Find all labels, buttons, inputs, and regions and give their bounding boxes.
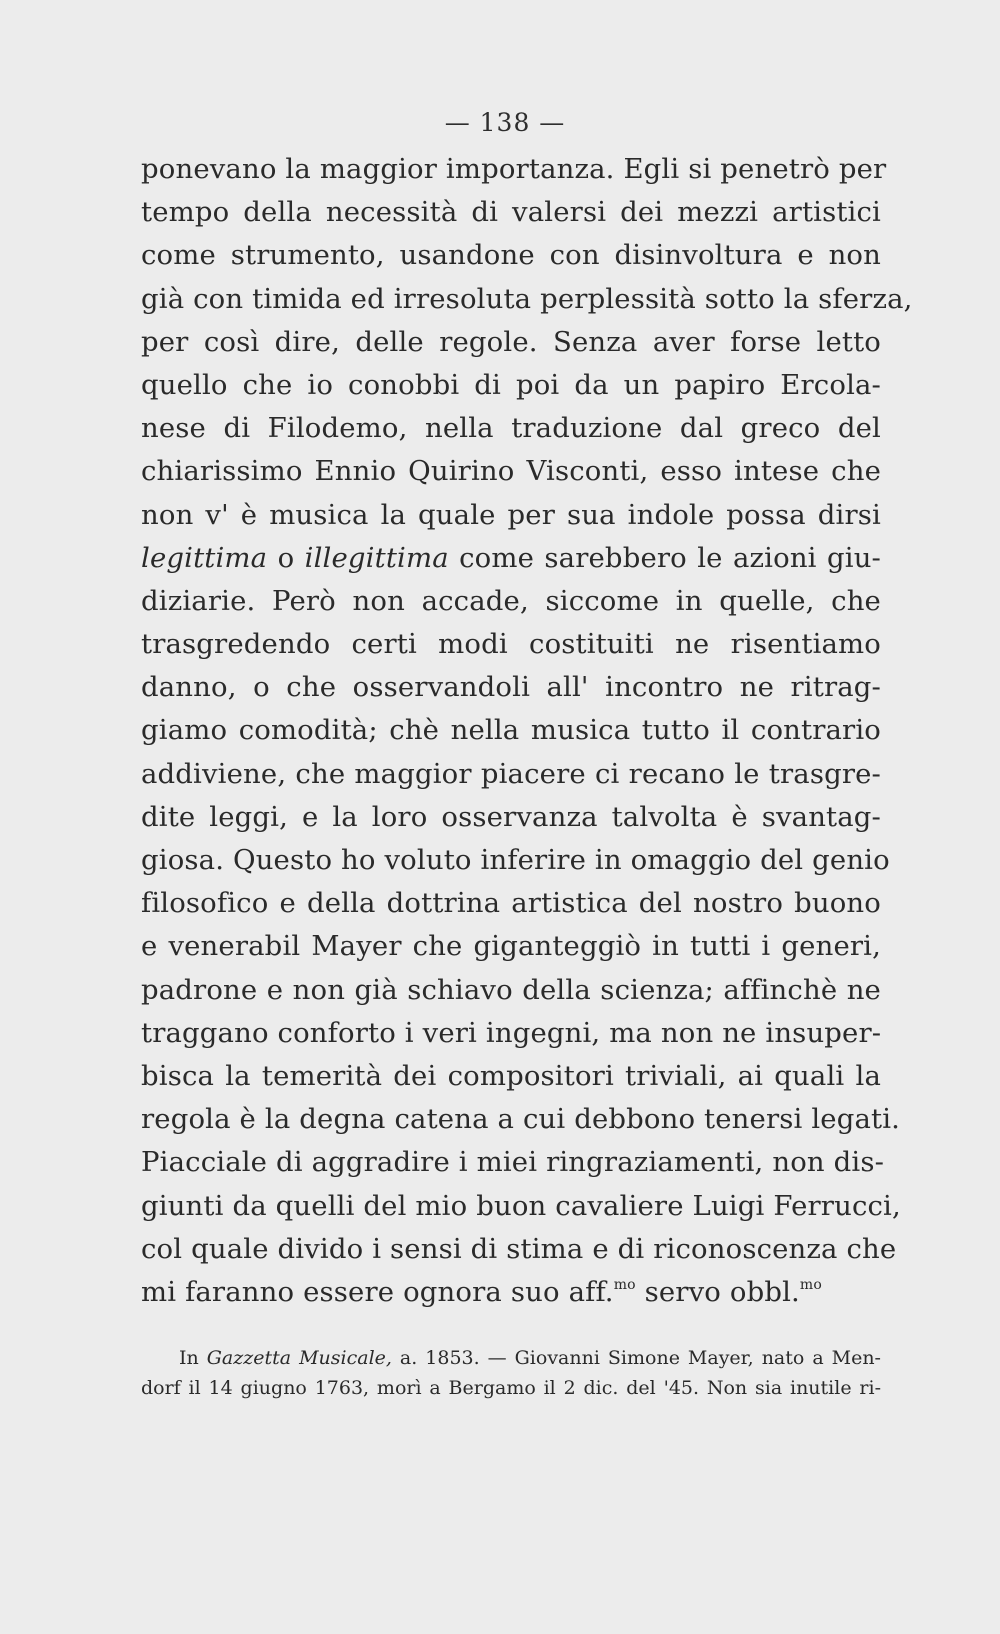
text-fragment: a. 1853. — Giovanni Simone Mayer, nato a Men- (391, 1347, 881, 1369)
text-line: chiarissimo Ennio Quirino Visconti, esso intese che (141, 455, 881, 488)
text-line: già con timida ed irresoluta perplessità sotto la sferza, (141, 282, 913, 315)
text-line: giamo comodità; chè nella musica tutto il contrario (141, 714, 881, 747)
text-line: Piacciale di aggradire i miei ringraziamenti, non dis- (141, 1146, 885, 1179)
text-line: bisca la temerità dei compositori triviali, ai quali la (141, 1059, 881, 1092)
text-line: non v' è musica la quale per sua indole possa dirsi (141, 498, 881, 531)
footnote-line (141, 1343, 881, 1373)
text-line: per così dire, delle regole. Senza aver forse letto (141, 325, 881, 358)
text-fragment: In (179, 1347, 207, 1369)
page-number: — 138 — (444, 108, 566, 137)
closing-line (141, 1271, 881, 1314)
text-line: filosofico e della dottrina artistica del nostro buono (141, 887, 881, 920)
superscript: mo (799, 1276, 822, 1293)
italic-term-illegittima: illegittima (304, 541, 449, 574)
text-line: traggano conforto i veri ingegni, ma non ne insuper- (141, 1016, 882, 1049)
text-fragment: servo obbl. (635, 1275, 800, 1308)
text-line: quello che io conobbi di poi da un papiro Ercola- (141, 368, 881, 401)
text-line: tempo della necessità di valersi dei mezzi artistici (141, 196, 881, 229)
text-line: dite leggi, e la loro osservanza talvolta è svantag- (141, 800, 881, 833)
text-line: padrone e non già schiavo della scienza; affinchè ne (141, 973, 881, 1006)
italic-term-legittima: legittima (141, 541, 268, 574)
text-line: regola è la degna catena a cui debbono tenersi legati. (141, 1103, 901, 1136)
text-line: come strumento, usandone con disinvoltura e non (141, 239, 881, 272)
text-line: col quale divido i sensi di stima e di riconoscenza che (141, 1232, 897, 1265)
text-line: addiviene, che maggior piacere ci recano le trasgre- (141, 757, 881, 790)
text-line: danno, o che osservandoli all' incontro ne ritrag- (141, 671, 881, 704)
text-line: nese di Filodemo, nella traduzione dal greco del (141, 412, 881, 445)
italic-publication-title: Gazzetta Musicale, (206, 1347, 392, 1369)
body-text (141, 148, 913, 1314)
text-line: giunti da quelli del mio buon cavaliere Luigi Ferrucci, (141, 1189, 901, 1222)
text-line: trasgredendo certi modi costituiti ne risentiamo (141, 628, 881, 661)
superscript: mo (613, 1276, 636, 1293)
text-line: ponevano la maggior importanza. Egli si penetrò per (141, 153, 887, 185)
text-fragment: o (267, 541, 305, 574)
text-line (141, 537, 881, 580)
text-fragment: mi faranno essere ognora suo aff. (141, 1275, 614, 1308)
footnote-line: dorf il 14 giugno 1763, morì a Bergamo il 2 dic. del '45. Non sia inutile ri- (141, 1377, 881, 1399)
text-fragment: come sarebbero le azioni giu- (448, 541, 882, 574)
text-line: giosa. Questo ho voluto inferire in omaggio del genio (141, 844, 890, 876)
footnote (141, 1343, 881, 1403)
text-line: e venerabil Mayer che giganteggiò in tutti i generi, (141, 930, 881, 963)
text-line: diziarie. Però non accade, siccome in quelle, che (141, 584, 881, 617)
